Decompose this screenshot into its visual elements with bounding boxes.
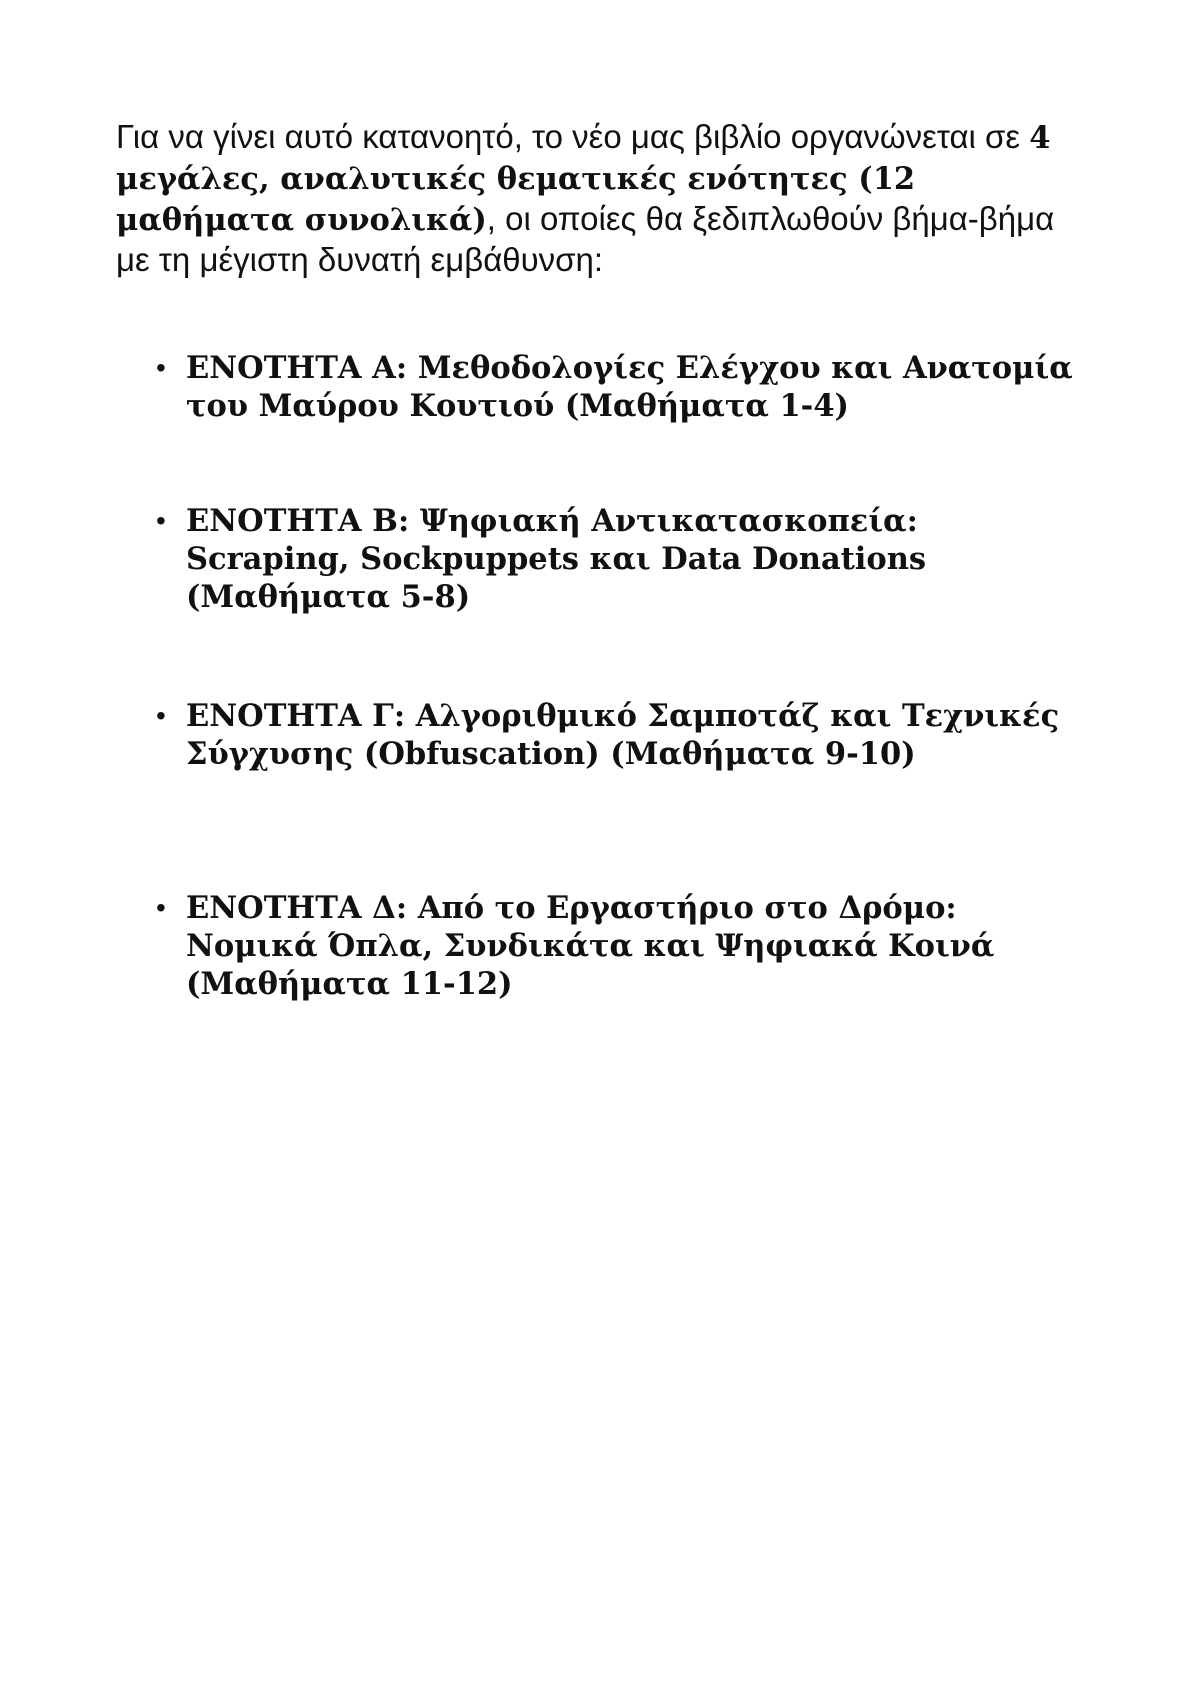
intro-emphasis: 4 μεγάλες, αναλυτικές θεματικές ενότητες (12 μαθήματα συνολικά)	[116, 120, 1051, 238]
unit-c-text: ΕΝΟΤΗΤΑ Γ: Αλγοριθμικό Σαμποτάζ και Τεχνικές Σύγχυσης (Obfuscation) (Μαθήματα 9-10)	[186, 698, 1060, 772]
intro-paragraph	[116, 117, 1096, 280]
bullet-icon: •	[156, 352, 166, 383]
unit-b-item	[156, 502, 1091, 616]
intro-text-start: Για να γίνει αυτό κατανοητό, το νέο μας βιβλίο οργανώνεται σε	[116, 118, 1030, 155]
unit-d-text: ΕΝΟΤΗΤΑ Δ: Από το Εργαστήριο στο Δρόμο: Νομικά Όπλα, Συνδικάτα και Ψηφιακά Κοινά (Μαθήματα 11-12)	[186, 890, 995, 1002]
unit-c-item	[156, 697, 1091, 773]
bullet-icon: •	[156, 505, 166, 536]
bullet-icon: •	[156, 892, 166, 923]
bullet-icon: •	[156, 700, 166, 731]
unit-b-text: ΕΝΟΤΗΤΑ Β: Ψηφιακή Αντικατασκοπεία: Scraping, Sockpuppets και Data Donations (Μαθήματα 5-8)	[186, 503, 927, 615]
unit-a-item	[156, 349, 1091, 425]
unit-a-text: ΕΝΟΤΗΤΑ Α: Μεθοδολογίες Ελέγχου και Ανατομία του Μαύρου Κουτιού (Μαθήματα 1-4)	[186, 350, 1073, 424]
unit-d-item	[156, 889, 1091, 1003]
intro-text-end: , οι οποίες θα ξεδιπλωθούν βήμα-βήμα με τη μέγιστη δυνατή εμβάθυνση:	[116, 200, 1055, 278]
